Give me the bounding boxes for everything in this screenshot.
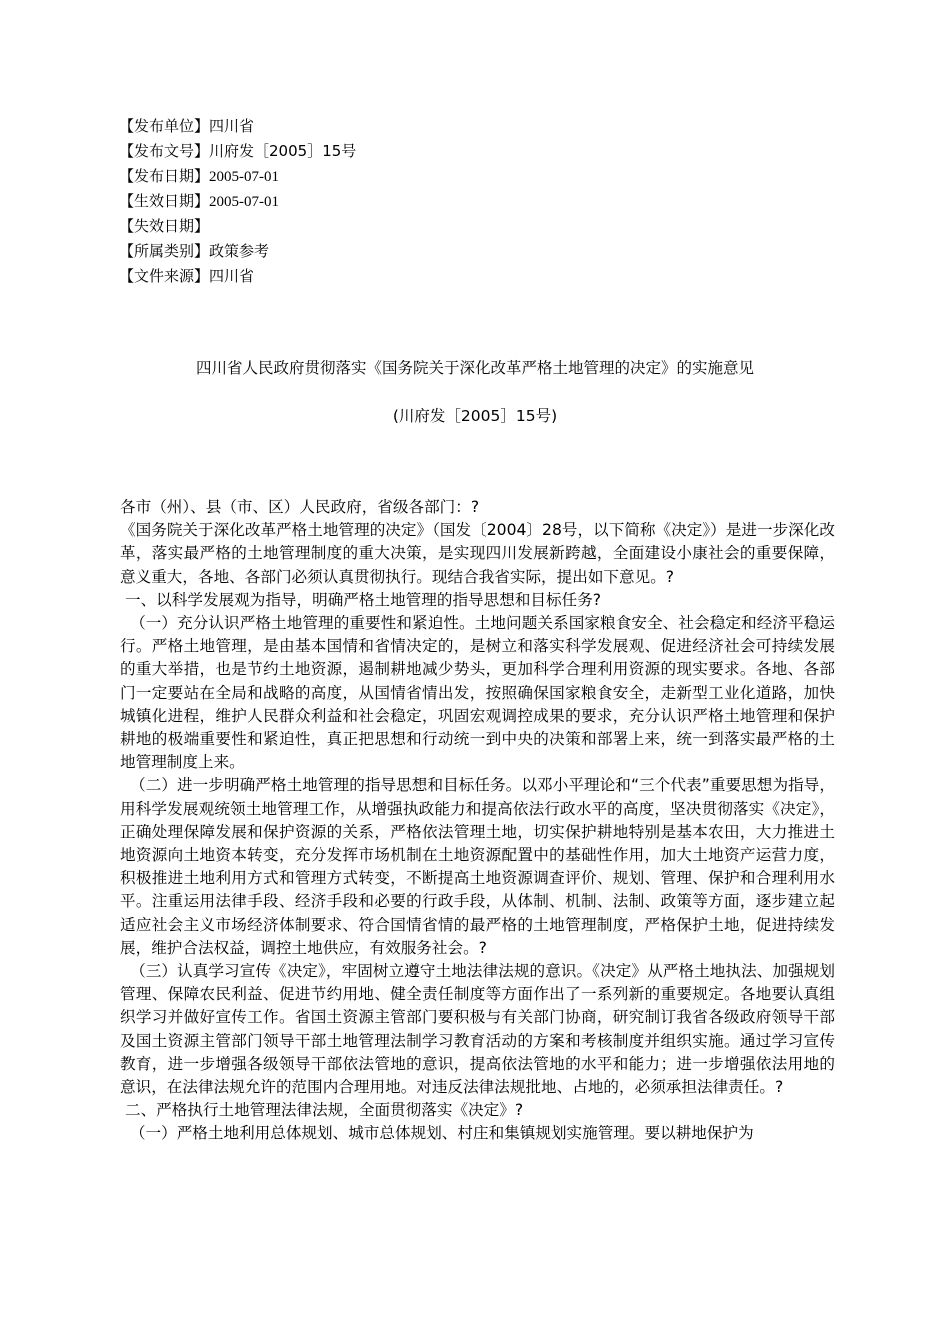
meta-publisher-label: 【发布单位】 (119, 117, 210, 135)
paragraph-intro: 《国务院关于深化改革严格土地管理的决定》（国发〔2004〕28号，以下简称《决定》）是进一步深化改革，落实最严格的土地管理制度的重大决策，是实现四川发展新跨越，全面建设小康社会的重要保障，意义重大，各地、各部门必须认真贯彻执行。现结合我省实际，提出如下意见。? (120, 521, 835, 586)
meta-pubdate-label: 【发布日期】 (119, 167, 210, 185)
meta-pubdate (119, 164, 719, 189)
meta-publisher (119, 114, 719, 139)
section-heading-2: 二、严格执行土地管理法律法规，全面贯彻落实《决定》? (120, 1101, 524, 1120)
document-number: (川府发［2005］15号) (392, 407, 558, 425)
paragraph-salutation: 各市（州）、县（市、区）人民政府，省级各部门：? (120, 498, 480, 516)
section-heading-1: 一、以科学发展观为指导，明确严格土地管理的指导思想和目标任务? (120, 590, 602, 609)
meta-source-value: 四川省 (209, 267, 255, 285)
meta-effdate-value: 2005-07-01 (209, 194, 280, 210)
paragraph-2-1: （一）严格土地利用总体规划、城市总体规划、村庄和集镇规划实施管理。要以耕地保护为 (120, 1124, 754, 1143)
meta-pubdate-value: 2005-07-01 (209, 169, 280, 185)
meta-effdate (119, 189, 719, 214)
meta-expdate (119, 214, 719, 239)
meta-expdate-label: 【失效日期】 (119, 217, 210, 235)
meta-category-label: 【所属类别】 (119, 242, 210, 260)
meta-source (119, 264, 719, 289)
meta-docnum-label: 【发布文号】 (119, 142, 210, 160)
paragraph-1-3: （三）认真学习宣传《决定》，牢固树立遵守土地法律法规的意识。《决定》从严格土地执法、加强规划管理、保障农民利益、促进节约用地、健全责任制度等方面作出了一系列新的重要规定。各地要认真组织学习并做好宣传工作。省国土资源主管部门要积极与有关部门协商，研究制订我省各级政府领导干部及国土资源主管部门领导干部土地管理法制学习教育活动的方案和考核制度并组织实施。通过学习宣传教育，进一步增强各级领导干部依法管地的意识，提高依法管地的水平和能力；进一步增强依法用地的意识，在法律法规允许的范围内合理用地。对违反法律法规批地、占地的，必须承担法律责任。? (120, 962, 835, 1097)
document-body (120, 496, 835, 1146)
meta-docnum-value: 川府发［2005］15号 (209, 142, 357, 160)
paragraph-1-2: （二）进一步明确严格土地管理的指导思想和目标任务。以邓小平理论和“三个代表”重要思想为指导，用科学发展观统领土地管理工作，从增强执政能力和提高依法行政水平的高度，坚决贯彻落实《决定》，正确处理保障发展和保护资源的关系，严格依法管理土地，切实保护耕地特别是基本农田，大力推进土地资源向土地资本转变，充分发挥市场机制在土地资源配置中的基础性作用，加大土地资产运营力度，积极推进土地利用方式和管理方式转变，不断提高土地资源调查评价、规划、管理、保护和合理利用水平。注重运用法律手段、经济手段和必要的行政手段，从体制、机制、法制、政策等方面，逐步建立起适应社会主义市场经济体制要求、符合国情省情的最严格的土地管理制度，严格保护土地，促进持续发展，维护合法权益，调控土地供应，有效服务社会。? (120, 776, 835, 957)
meta-source-label: 【文件来源】 (119, 267, 210, 285)
document-title: 四川省人民政府贯彻落实《国务院关于深化改革严格土地管理的决定》的实施意见 (195, 359, 754, 377)
metadata-block (119, 114, 719, 289)
paragraph-1-1: （一）充分认识严格土地管理的重要性和紧迫性。土地问题关系国家粮食安全、社会稳定和经济平稳运行。严格土地管理，是由基本国情和省情决定的，是树立和落实科学发展观、促进经济社会可持续发展的重大举措，也是节约土地资源，遏制耕地减少势头，更加科学合理利用资源的现实要求。各地、各部门一定要站在全局和战略的高度，从国情省情出发，按照确保国家粮食安全，走新型工业化道路，加快城镇化进程，维护人民群众利益和社会稳定，巩固宏观调控成果的要求，充分认识严格土地管理和保护耕地的极端重要性和紧迫性，真正把思想和行动统一到中央的决策和部署上来，统一到落实最严格的土地管理制度上来。 (120, 614, 835, 772)
meta-category (119, 239, 719, 264)
meta-docnum (119, 139, 719, 164)
meta-category-value: 政策参考 (209, 242, 270, 260)
meta-publisher-value: 四川省 (209, 117, 255, 135)
meta-effdate-label: 【生效日期】 (119, 192, 210, 210)
